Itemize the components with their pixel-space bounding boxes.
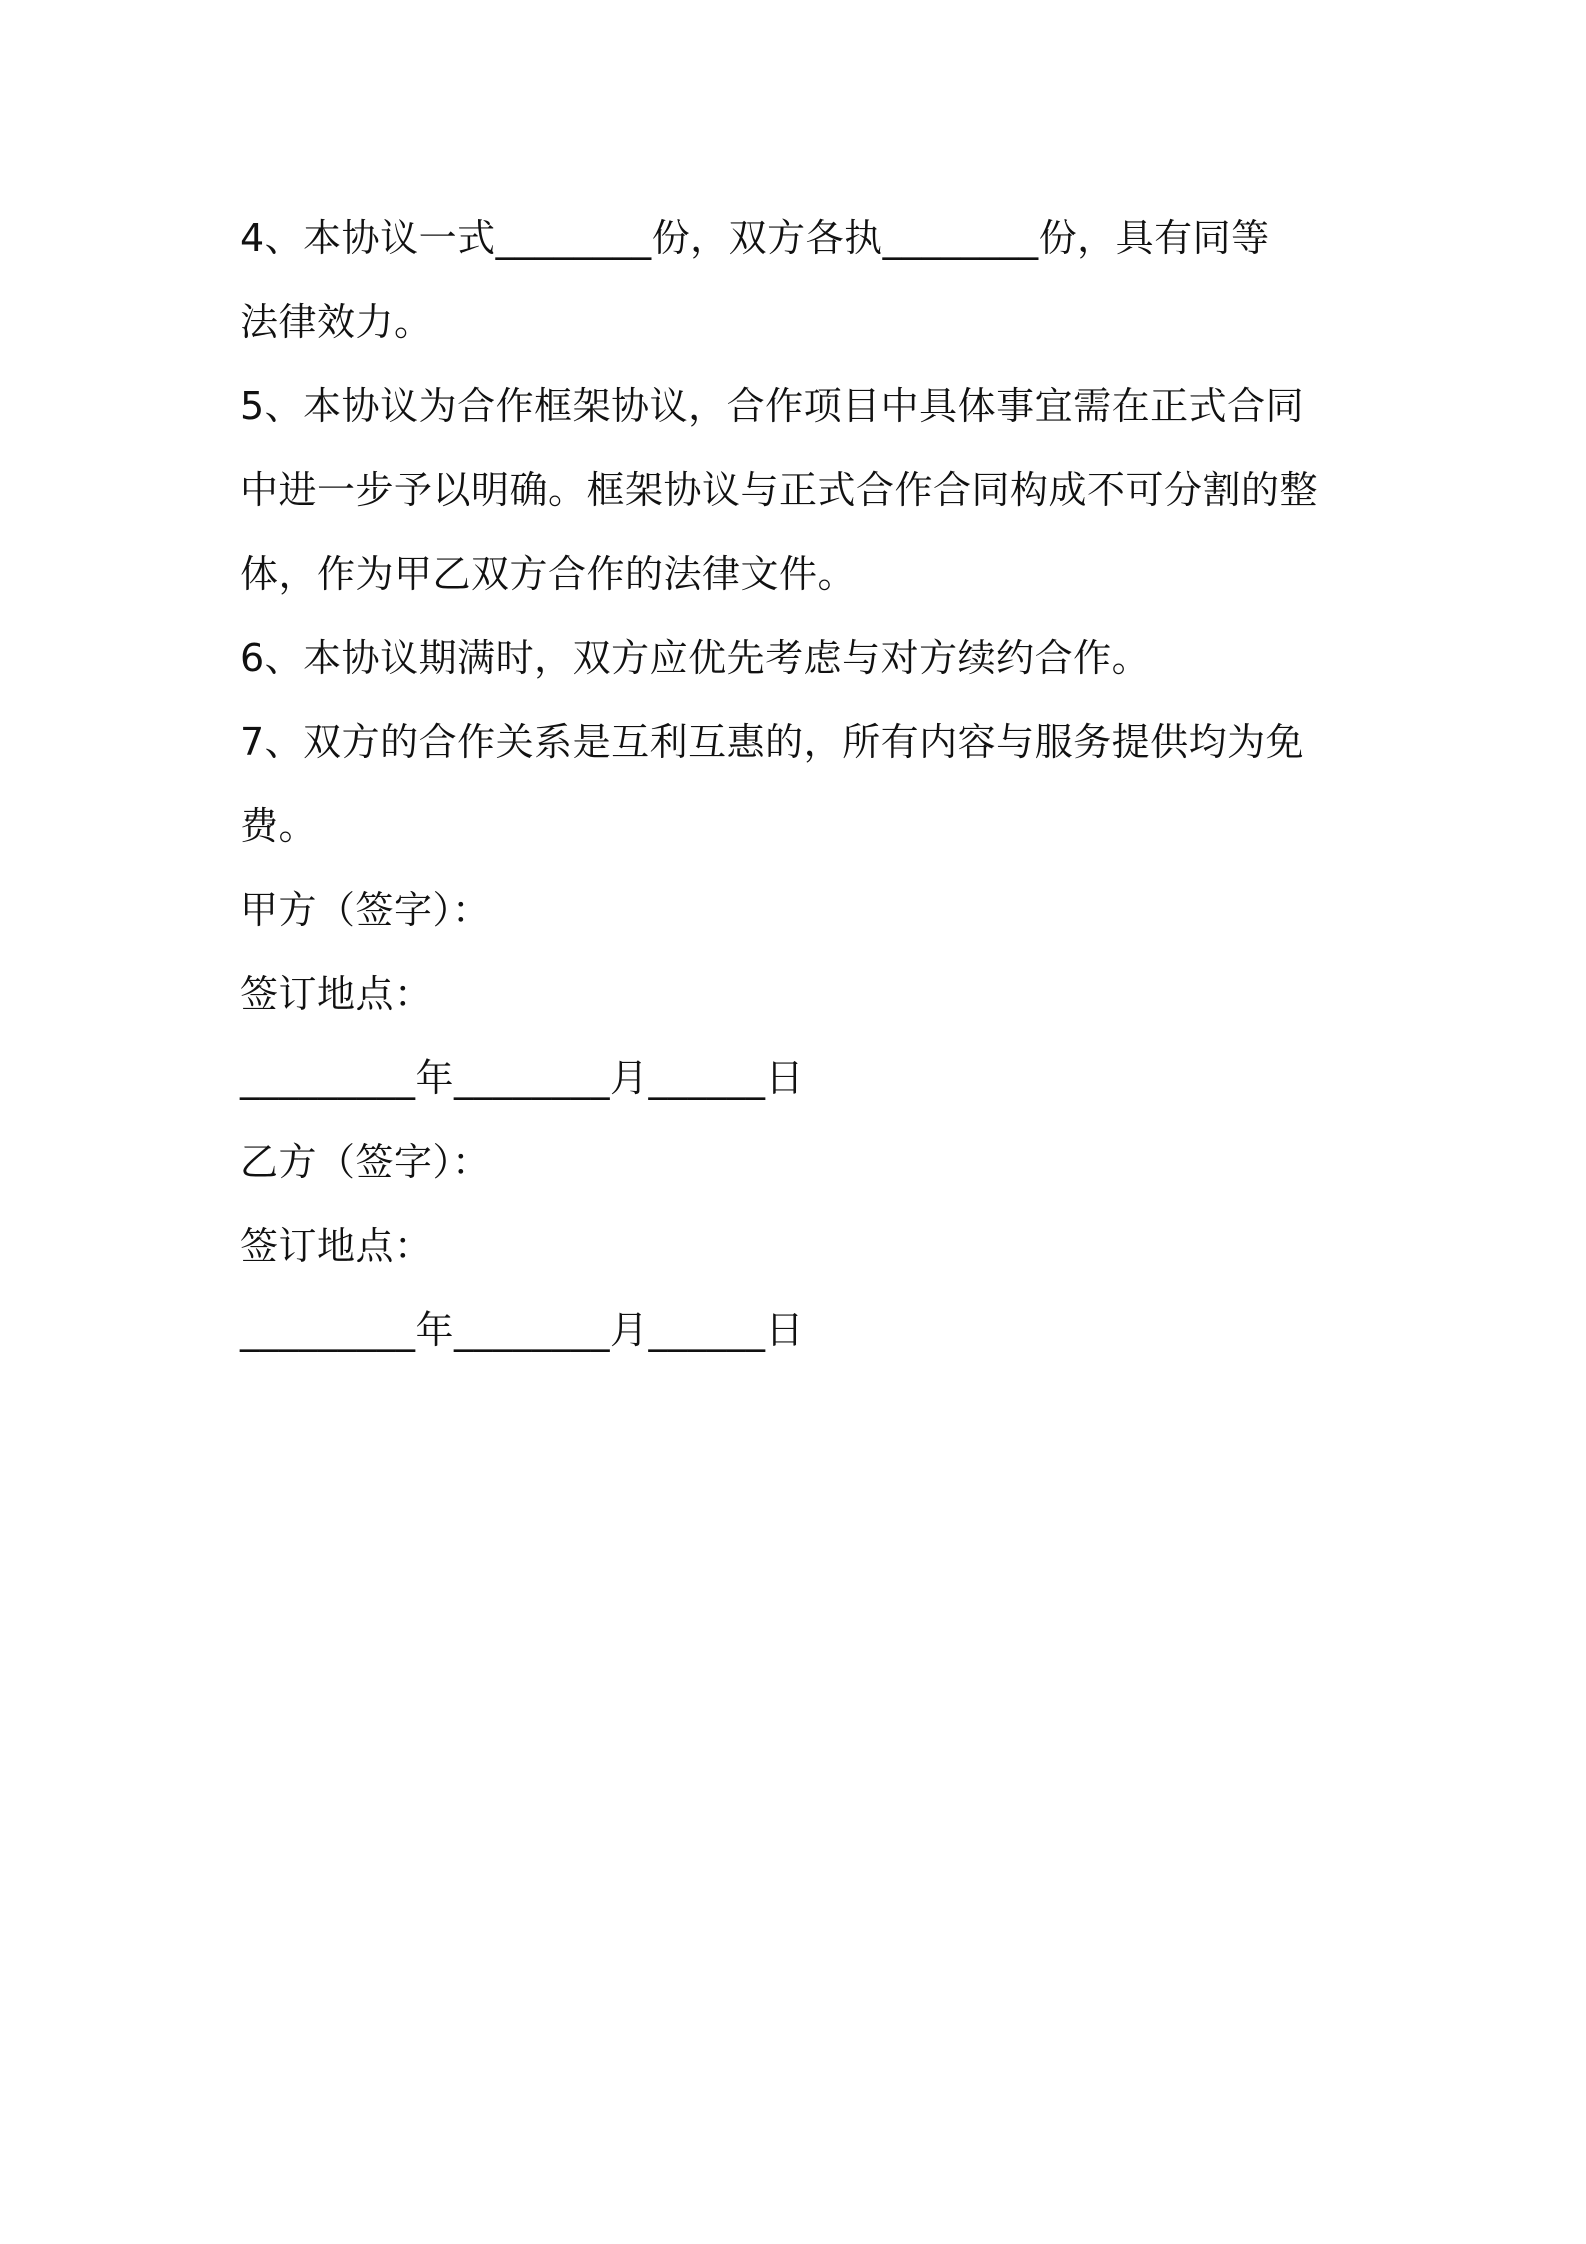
- clause-5-line-1: 5、本协议为合作框架协议，合作项目中具体事宜需在正式合同: [240, 384, 1305, 428]
- party-a-block: [240, 868, 1352, 1120]
- document-body: [240, 196, 1352, 1372]
- party-b-sign-label: 乙方（签字）：: [240, 1140, 491, 1184]
- clause-7-line-1: 7、双方的合作关系是互利互惠的，所有内容与服务提供均为免: [240, 720, 1305, 764]
- party-a-place-label: 签订地点：: [240, 972, 433, 1016]
- clause-5: [240, 364, 1352, 616]
- party-b-place-label: 签订地点：: [240, 1224, 433, 1268]
- clause-4-line-1: 4、本协议一式________份，双方各执________份，具有同等: [240, 216, 1270, 260]
- party-b-date-line: _________年________月______日: [240, 1308, 805, 1352]
- party-a-sign-label: 甲方（签字）：: [240, 888, 491, 932]
- clause-4-line-2: 法律效力。: [240, 300, 433, 344]
- clause-7-line-2: 费。: [240, 804, 318, 848]
- clause-7: [240, 700, 1352, 868]
- clause-6: [240, 616, 1352, 700]
- clause-4: [240, 196, 1352, 364]
- clause-5-line-2: 中进一步予以明确。框架协议与正式合作合同构成不可分割的整: [240, 468, 1319, 512]
- party-b-block: [240, 1120, 1352, 1372]
- clause-5-line-3: 体，作为甲乙双方合作的法律文件。: [240, 552, 857, 596]
- clause-6-line-1: 6、本协议期满时，双方应优先考虑与对方续约合作。: [240, 636, 1151, 680]
- party-a-date-line: _________年________月______日: [240, 1056, 805, 1100]
